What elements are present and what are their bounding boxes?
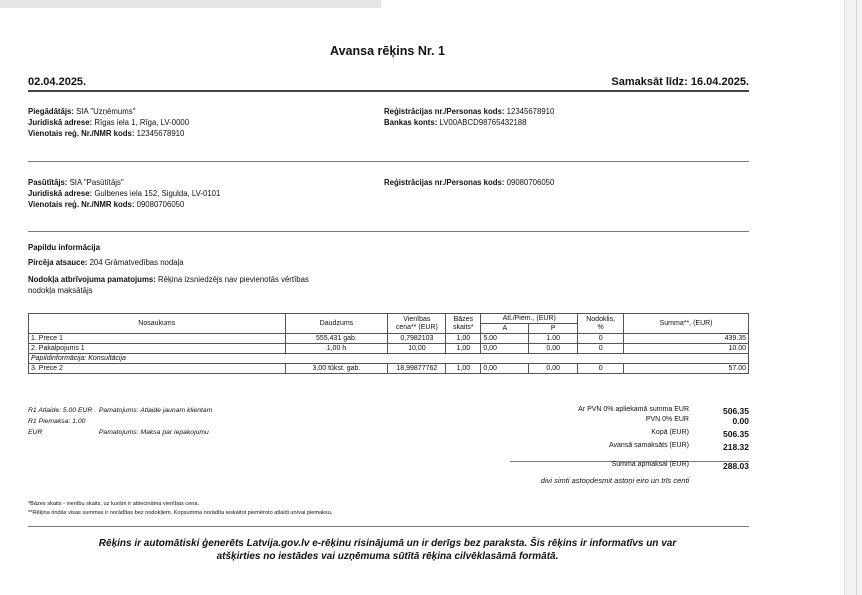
col-header-sum: Summa**, (EUR): [624, 314, 749, 334]
cell-qty: 555,431 gab.: [285, 334, 388, 344]
supplier-code-label: Reģistrācijas nr./Personas kods:: [384, 107, 505, 116]
footnote-base-count: *Bāzes skaits - vienību skaits, uz kurām ir attiecināma vienības cena.: [28, 501, 199, 507]
cell-name: 2. Pakalpojums 1: [29, 344, 286, 354]
cell-sum: 57.00: [624, 364, 749, 374]
cell-qty: 1,00 h: [285, 344, 388, 354]
surcharge-line: [28, 416, 209, 438]
scrollbar-track[interactable]: [844, 0, 862, 595]
totals-block: [495, 404, 749, 471]
table-header-row: [29, 314, 749, 324]
surcharge-amount: R1 Piemaksa: 1.00 EUR: [28, 418, 86, 436]
cell-name: 3. Prece 2: [29, 364, 286, 374]
cell-base: 1,00: [446, 364, 481, 374]
surcharge-reason: Pamatojums: Maksa par iepakojumu: [98, 429, 209, 436]
cell-disc-a: 0,00: [481, 344, 529, 354]
cell-disc-p: 0,00: [529, 344, 578, 354]
supplier-regnr-label: Vienotais reģ. Nr./NMR kods:: [28, 129, 135, 138]
table-row: [29, 364, 749, 374]
cell-price: 0,7982103: [388, 334, 446, 344]
col-header-base: Bāzes skaits*: [446, 314, 481, 334]
buyer-name-label: Pasūtītājs:: [28, 178, 68, 187]
cell-disc-p: 1.00: [529, 334, 578, 344]
tax-exempt-reason-cont: nodokļa maksātājs: [28, 286, 93, 295]
supplier-block: [28, 106, 189, 139]
totals-row-vat: PVN 0% EUR 0.00: [645, 416, 749, 426]
col-header-unit-price: Vienības cena** (EUR): [388, 314, 446, 334]
supplier-bank-label: Bankas konts:: [384, 118, 438, 127]
buyer-ref-label: Pircēja atsauce:: [28, 258, 88, 267]
buyer-ref: 204 Grāmatvedības nodaļa: [89, 258, 184, 267]
col-header-name: Nosaukums: [29, 314, 286, 334]
invoice-date: 02.04.2025.: [28, 76, 87, 88]
divider: [28, 526, 749, 527]
discount-amount: R1 Atlaide: 5.00 EUR: [28, 407, 93, 414]
divider: [28, 90, 749, 92]
top-toolbar-strip: [0, 0, 381, 8]
footer-disclaimer: Rēķins ir automātiski ģenerēts Latvija.gov.lv e-rēķinu risinājumā un ir derīgs bez paraksta. Šis rēķins ir informatīvs un var atšķirties no iestādes vai uzņēmuma sūtītā rēķina cilvēklasāmā formātā.: [98, 538, 677, 562]
divider: [28, 231, 749, 232]
scrollbar-divider: [856, 0, 857, 595]
cell-tax: 0: [578, 364, 624, 374]
col-header-disc-p: P: [529, 324, 578, 334]
totals-row-advance: Avansā samaksāts (EUR) 218.32: [608, 442, 749, 452]
supplier-name-label: Piegādātājs:: [28, 107, 74, 116]
tax-exempt-reason: Rēķina izsniedzējs nav pievienotās vērtības: [157, 275, 309, 284]
tax-exempt-label: Nodokļa atbrīvojuma pamatojums:: [28, 275, 156, 284]
supplier-code: 12345678910: [506, 107, 555, 116]
totals-row-due: Summa apmaksai (EUR) 288.03: [611, 461, 749, 471]
cell-sum: 439.35: [624, 334, 749, 344]
cell-price: 18,99877762: [388, 364, 446, 374]
totals-row-taxable: Ar PVN 0% apliekamā summa EUR 506.35: [578, 406, 749, 416]
items-table: [28, 313, 749, 374]
invoice-title: Avansa rēķins Nr. 1: [330, 44, 445, 58]
buyer-codes-block: [384, 177, 554, 188]
supplier-name: SIA "Uzņēmums": [76, 107, 136, 116]
buyer-regnr-label: Vienotais reģ. Nr./NMR kods:: [28, 200, 135, 209]
buyer-name: SIA "Pasūtītājs": [69, 178, 124, 187]
cell-disc-p: 0,00: [529, 364, 578, 374]
discount-line: [28, 405, 212, 416]
footnote-sums: **Rēķina rindās visas summas ir norādītas bez nodokļiem. Kopsumma norādīta ieskaitot piemēroto atlaidi un/vai piemaksu.: [28, 510, 333, 516]
cell-additional-info: Papildinformācija: Konsultācija: [29, 354, 749, 364]
col-header-disc-a: A: [481, 324, 529, 334]
supplier-address-label: Juridiskā adrese:: [28, 118, 93, 127]
supplier-address: Rīgas iela 1, Rīga, LV-0000: [94, 118, 190, 127]
supplier-regnr: 12345678910: [136, 129, 185, 138]
buyer-address-label: Juridiskā adrese:: [28, 189, 93, 198]
cell-tax: 0: [578, 344, 624, 354]
cell-base: 1,00: [446, 344, 481, 354]
col-header-tax: Nodoklis, %: [578, 314, 624, 334]
supplier-bank: LV00ABCD98765432188: [439, 118, 527, 127]
extra-info-block: [28, 242, 309, 296]
col-header-discount: Atl./Piem., (EUR): [481, 314, 578, 324]
extra-info-heading: Papildu informācija: [28, 243, 100, 252]
amount-in-words: divi simti astoņdesmit astoņi eiro un trīs centi: [540, 476, 690, 485]
cell-name: 1. Prece 1: [29, 334, 286, 344]
col-header-qty: Daudzums: [285, 314, 388, 334]
table-row: [29, 344, 749, 354]
invoice-pay-by: Samaksāt līdz: 16.04.2025.: [611, 76, 749, 88]
supplier-codes-block: [384, 106, 554, 128]
buyer-code: 09080706050: [506, 178, 555, 187]
cell-qty: 3,00 tūkst. gab.: [285, 364, 388, 374]
cell-price: 10,00: [388, 344, 446, 354]
table-info-row: [29, 354, 749, 364]
buyer-code-label: Reģistrācijas nr./Personas kods:: [384, 178, 505, 187]
table-row: [29, 334, 749, 344]
totals-row-total: Kopā (EUR) 506.35: [651, 429, 749, 439]
buyer-block: [28, 177, 220, 210]
cell-base: 1,00: [446, 334, 481, 344]
buyer-regnr: 09080706050: [136, 200, 185, 209]
cell-disc-a: 5.00: [481, 334, 529, 344]
discount-reason: Pamatojums: Atlaide jaunam klientam: [98, 407, 213, 414]
buyer-address: Gulbenes iela 152, Sigulda, LV-0101: [94, 189, 221, 198]
cell-tax: 0: [578, 334, 624, 344]
cell-sum: 10.00: [624, 344, 749, 354]
cell-disc-a: 0,00: [481, 364, 529, 374]
divider: [28, 161, 749, 162]
